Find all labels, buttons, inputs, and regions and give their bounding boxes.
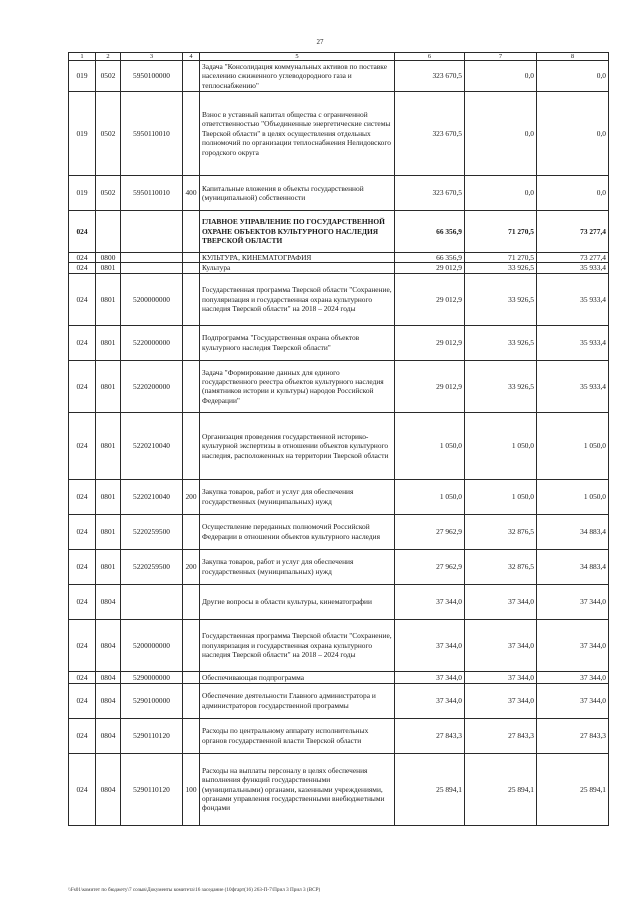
name-cell: Обеспечивающая подпрограмма: [200, 671, 395, 683]
amount-year1-cell: 323 670,5: [395, 92, 465, 176]
table-row: [69, 753, 609, 825]
ved-cell: 024: [69, 263, 96, 273]
name-cell: Государственная программа Тверской области "Сохранение, популяризация и государственная охрана культурного наследия Тверской области" на 2018 – 2024 годы: [200, 273, 395, 325]
ved-cell: 024: [69, 619, 96, 671]
column-number: 7: [465, 53, 537, 61]
ved-cell: 019: [69, 176, 96, 211]
csr-cell: 5200000000: [121, 273, 183, 325]
table-row: [69, 211, 609, 253]
ved-cell: 024: [69, 412, 96, 479]
vr-cell: 200: [183, 549, 200, 584]
table-row: [69, 253, 609, 263]
amount-year3-cell: 37 344,0: [537, 619, 609, 671]
amount-year1-cell: 29 012,9: [395, 273, 465, 325]
vr-cell: 400: [183, 176, 200, 211]
csr-cell: [121, 253, 183, 263]
amount-year2-cell: 1 050,0: [465, 479, 537, 514]
column-number: 5: [200, 53, 395, 61]
name-cell: Задача "Консолидация коммунальных активов по поставке населению сжиженного углеводородного газа и теплоснабжению": [200, 61, 395, 92]
amount-year1-cell: 66 356,9: [395, 211, 465, 253]
amount-year1-cell: 37 344,0: [395, 584, 465, 619]
rz-cell: 0801: [96, 360, 121, 412]
vr-cell: [183, 718, 200, 753]
rz-cell: 0804: [96, 584, 121, 619]
amount-year3-cell: 0,0: [537, 176, 609, 211]
table-row: [69, 412, 609, 479]
rz-cell: 0804: [96, 718, 121, 753]
rz-cell: 0502: [96, 176, 121, 211]
column-number-row: [69, 53, 609, 61]
column-number: 3: [121, 53, 183, 61]
amount-year3-cell: 27 843,3: [537, 718, 609, 753]
table-row: [69, 619, 609, 671]
rz-cell: 0804: [96, 671, 121, 683]
csr-cell: 5220210040: [121, 479, 183, 514]
amount-year2-cell: 1 050,0: [465, 412, 537, 479]
column-number: 8: [537, 53, 609, 61]
ved-cell: 024: [69, 584, 96, 619]
amount-year2-cell: 32 876,5: [465, 549, 537, 584]
name-cell: Организация проведения государственной историко-культурной экспертизы в отношении объектов культурного наследия, расположенных на территории Тверской области: [200, 412, 395, 479]
ved-cell: 024: [69, 683, 96, 718]
name-cell: Задача "Формирование данных для единого государственного реестра объектов культурного наследия (памятников истории и культуры) народов Российской Федерации": [200, 360, 395, 412]
csr-cell: 5220259500: [121, 549, 183, 584]
ved-cell: 024: [69, 514, 96, 549]
rz-cell: 0800: [96, 253, 121, 263]
name-cell: Подпрограмма "Государственная охрана объектов культурного наследия Тверской области": [200, 325, 395, 360]
column-number: 1: [69, 53, 96, 61]
vr-cell: [183, 273, 200, 325]
amount-year3-cell: 35 933,4: [537, 263, 609, 273]
rz-cell: 0801: [96, 479, 121, 514]
table-row: [69, 671, 609, 683]
vr-cell: [183, 584, 200, 619]
csr-cell: 5220259500: [121, 514, 183, 549]
rz-cell: 0801: [96, 325, 121, 360]
amount-year2-cell: 32 876,5: [465, 514, 537, 549]
name-cell: Взнос в уставный капитал общества с ограниченной ответственностью "Объединенные энергетические системы Тверской области" в целях осуществления отдельных полномочий по организации теплоснабжения Нелидовского городского округа: [200, 92, 395, 176]
name-cell: Капитальные вложения в объекты государственной (муниципальной) собственности: [200, 176, 395, 211]
rz-cell: 0801: [96, 273, 121, 325]
ved-cell: 019: [69, 61, 96, 92]
csr-cell: 5200000000: [121, 619, 183, 671]
amount-year1-cell: 1 050,0: [395, 412, 465, 479]
ved-cell: 024: [69, 360, 96, 412]
amount-year2-cell: 33 926,5: [465, 273, 537, 325]
amount-year1-cell: 37 344,0: [395, 671, 465, 683]
rz-cell: 0801: [96, 263, 121, 273]
vr-cell: [183, 61, 200, 92]
table-row: [69, 479, 609, 514]
amount-year1-cell: 27 843,3: [395, 718, 465, 753]
amount-year1-cell: 1 050,0: [395, 479, 465, 514]
amount-year2-cell: 37 344,0: [465, 584, 537, 619]
csr-cell: 5290000000: [121, 671, 183, 683]
vr-cell: [183, 412, 200, 479]
csr-cell: 5290110120: [121, 718, 183, 753]
amount-year3-cell: 73 277,4: [537, 253, 609, 263]
table-row: [69, 549, 609, 584]
table-row: [69, 360, 609, 412]
file-path-footer: \\Fs01\комитет по бюджету\7 созыв\Документы комитета\16 заседание (10фгарт(16) 263-П-7\Прил 3 Прил 3 (ВСР): [68, 887, 321, 893]
name-cell: Культура: [200, 263, 395, 273]
amount-year3-cell: 1 050,0: [537, 412, 609, 479]
table-row: [69, 263, 609, 273]
rz-cell: 0502: [96, 92, 121, 176]
vr-cell: [183, 619, 200, 671]
rz-cell: 0801: [96, 549, 121, 584]
amount-year3-cell: 35 933,4: [537, 325, 609, 360]
amount-year1-cell: 37 344,0: [395, 619, 465, 671]
amount-year2-cell: 0,0: [465, 92, 537, 176]
ved-cell: 024: [69, 479, 96, 514]
csr-cell: 5220200000: [121, 360, 183, 412]
rz-cell: 0804: [96, 683, 121, 718]
column-number: 4: [183, 53, 200, 61]
amount-year2-cell: 33 926,5: [465, 325, 537, 360]
name-cell: ГЛАВНОЕ УПРАВЛЕНИЕ ПО ГОСУДАРСТВЕННОЙ ОХРАНЕ ОБЪЕКТОВ КУЛЬТУРНОГО НАСЛЕДИЯ ТВЕРСКОЙ ОБЛАСТИ: [200, 211, 395, 253]
name-cell: Закупка товаров, работ и услуг для обеспечения государственных (муниципальных) нужд: [200, 549, 395, 584]
rz-cell: 0801: [96, 412, 121, 479]
amount-year2-cell: 71 270,5: [465, 211, 537, 253]
csr-cell: [121, 263, 183, 273]
rz-cell: 0804: [96, 753, 121, 825]
table-row: [69, 584, 609, 619]
amount-year1-cell: 66 356,9: [395, 253, 465, 263]
ved-cell: 024: [69, 253, 96, 263]
amount-year1-cell: 29 012,9: [395, 325, 465, 360]
amount-year2-cell: 0,0: [465, 61, 537, 92]
amount-year1-cell: 323 670,5: [395, 176, 465, 211]
amount-year1-cell: 27 962,9: [395, 549, 465, 584]
budget-table: [68, 52, 609, 826]
amount-year3-cell: 0,0: [537, 92, 609, 176]
amount-year1-cell: 37 344,0: [395, 683, 465, 718]
name-cell: Государственная программа Тверской области "Сохранение, популяризация и государственная охрана культурного наследия Тверской области" на 2018 – 2024 годы: [200, 619, 395, 671]
amount-year2-cell: 37 344,0: [465, 671, 537, 683]
amount-year3-cell: 1 050,0: [537, 479, 609, 514]
ved-cell: 024: [69, 273, 96, 325]
csr-cell: [121, 211, 183, 253]
amount-year3-cell: 35 933,4: [537, 360, 609, 412]
name-cell: Обеспечение деятельности Главного администратора и администраторов государственной программы: [200, 683, 395, 718]
vr-cell: [183, 671, 200, 683]
name-cell: КУЛЬТУРА, КИНЕМАТОГРАФИЯ: [200, 253, 395, 263]
csr-cell: 5950110010: [121, 176, 183, 211]
csr-cell: 5220000000: [121, 325, 183, 360]
amount-year2-cell: 71 270,5: [465, 253, 537, 263]
amount-year2-cell: 27 843,3: [465, 718, 537, 753]
name-cell: Расходы по центральному аппарату исполнительных органов государственной власти Тверской области: [200, 718, 395, 753]
table-row: [69, 683, 609, 718]
amount-year3-cell: 35 933,4: [537, 273, 609, 325]
amount-year3-cell: 73 277,4: [537, 211, 609, 253]
page-number: 27: [316, 38, 324, 46]
amount-year3-cell: 37 344,0: [537, 683, 609, 718]
csr-cell: 5950110010: [121, 92, 183, 176]
amount-year3-cell: 34 883,4: [537, 549, 609, 584]
ved-cell: 024: [69, 325, 96, 360]
table-row: [69, 325, 609, 360]
ved-cell: 024: [69, 753, 96, 825]
amount-year1-cell: 323 670,5: [395, 61, 465, 92]
ved-cell: 019: [69, 92, 96, 176]
amount-year3-cell: 37 344,0: [537, 584, 609, 619]
amount-year2-cell: 37 344,0: [465, 619, 537, 671]
table-row: [69, 176, 609, 211]
name-cell: Расходы на выплаты персоналу в целях обеспечения выполнения функций государственными (муниципальными) органами, казенными учреждениями, органами управления государственными внебюджетными фондами: [200, 753, 395, 825]
vr-cell: [183, 360, 200, 412]
amount-year2-cell: 37 344,0: [465, 683, 537, 718]
vr-cell: [183, 92, 200, 176]
ved-cell: 024: [69, 718, 96, 753]
amount-year3-cell: 34 883,4: [537, 514, 609, 549]
amount-year3-cell: 0,0: [537, 61, 609, 92]
amount-year1-cell: 27 962,9: [395, 514, 465, 549]
name-cell: Закупка товаров, работ и услуг для обеспечения государственных (муниципальных) нужд: [200, 479, 395, 514]
vr-cell: [183, 683, 200, 718]
vr-cell: 100: [183, 753, 200, 825]
table-row: [69, 514, 609, 549]
vr-cell: [183, 263, 200, 273]
vr-cell: [183, 211, 200, 253]
ved-cell: 024: [69, 671, 96, 683]
rz-cell: [96, 211, 121, 253]
table-row: [69, 92, 609, 176]
csr-cell: 5950100000: [121, 61, 183, 92]
rz-cell: 0502: [96, 61, 121, 92]
amount-year2-cell: 0,0: [465, 176, 537, 211]
column-number: 6: [395, 53, 465, 61]
amount-year1-cell: 29 012,9: [395, 360, 465, 412]
table-row: [69, 273, 609, 325]
ved-cell: 024: [69, 211, 96, 253]
rz-cell: 0804: [96, 619, 121, 671]
amount-year2-cell: 33 926,5: [465, 360, 537, 412]
csr-cell: 5220210040: [121, 412, 183, 479]
vr-cell: [183, 514, 200, 549]
table-row: [69, 61, 609, 92]
column-number: 2: [96, 53, 121, 61]
name-cell: Другие вопросы в области культуры, кинематографии: [200, 584, 395, 619]
amount-year3-cell: 37 344,0: [537, 671, 609, 683]
ved-cell: 024: [69, 549, 96, 584]
amount-year2-cell: 33 926,5: [465, 263, 537, 273]
vr-cell: 200: [183, 479, 200, 514]
table-row: [69, 718, 609, 753]
csr-cell: [121, 584, 183, 619]
vr-cell: [183, 325, 200, 360]
rz-cell: 0801: [96, 514, 121, 549]
csr-cell: 5290100000: [121, 683, 183, 718]
amount-year1-cell: 25 894,1: [395, 753, 465, 825]
csr-cell: 5290110120: [121, 753, 183, 825]
amount-year1-cell: 29 012,9: [395, 263, 465, 273]
amount-year2-cell: 25 894,1: [465, 753, 537, 825]
vr-cell: [183, 253, 200, 263]
amount-year3-cell: 25 894,1: [537, 753, 609, 825]
name-cell: Осуществление переданных полномочий Российской Федерации в отношении объектов культурного наследия: [200, 514, 395, 549]
